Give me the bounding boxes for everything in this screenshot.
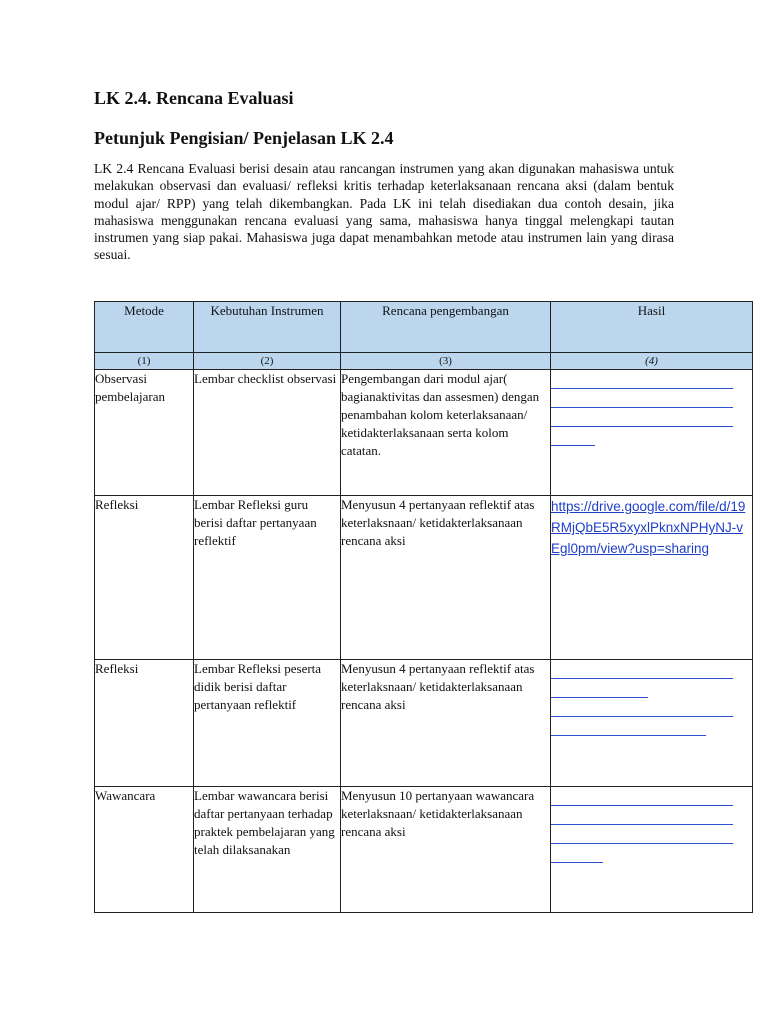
blank-link-line (551, 370, 733, 389)
header-kebutuhan-instrumen: Kebutuhan Instrumen (194, 302, 341, 353)
blank-link-line (551, 844, 603, 863)
blank-link-line (551, 825, 733, 844)
cell-rencana: Pengembangan dari modul ajar( bagianaktivitas dan assesmen) dengan penambahan kolom keterlaksanaan/ ketidakterlaksanaan serta kolom catatan. (341, 370, 551, 496)
cell-rencana: Menyusun 10 pertanyaan wawancara keterlaksnaan/ ketidakterlaksanaan rencana aksi (341, 787, 551, 913)
blank-link-line (551, 717, 706, 736)
cell-rencana: Menyusun 4 pertanyaan reflektif atas keterlaksnaan/ ketidakterlaksanaan rencana aksi (341, 660, 551, 787)
column-number: (4) (551, 353, 753, 370)
drive-link[interactable]: https://drive.google.com/file/d/19RMjQbE5R5xyxlPknxNPHyNJ-vEgl0pm/view?usp=sharing (551, 499, 746, 556)
header-rencana-pengembangan: Rencana pengembangan (341, 302, 551, 353)
column-number: (2) (194, 353, 341, 370)
blank-link-line (551, 679, 648, 698)
cell-hasil (551, 496, 753, 660)
cell-kebutuhan: Lembar wawancara berisi daftar pertanyaan terhadap praktek pembelajaran yang telah dilaksanakan (194, 787, 341, 913)
header-hasil: Hasil (551, 302, 753, 353)
cell-kebutuhan: Lembar checklist observasi (194, 370, 341, 496)
section-heading: Petunjuk Pengisian/ Penjelasan LK 2.4 (94, 128, 394, 148)
blank-link-line (551, 806, 733, 825)
header-metode: Metode (95, 302, 194, 353)
table-row (95, 370, 753, 496)
blank-link-line (551, 389, 733, 408)
table-header-row (95, 302, 753, 353)
cell-metode: Wawancara (95, 787, 194, 913)
cell-metode: Refleksi (95, 660, 194, 787)
table-row (95, 496, 753, 660)
table-number-row (95, 353, 753, 370)
evaluation-plan-table (94, 301, 753, 913)
cell-metode: Refleksi (95, 496, 194, 660)
cell-hasil-blank[interactable] (551, 370, 753, 496)
column-number: (3) (341, 353, 551, 370)
blank-link-line (551, 427, 595, 446)
blank-link-line (551, 408, 733, 427)
cell-hasil-blank[interactable] (551, 787, 753, 913)
cell-rencana: Menyusun 4 pertanyaan reflektif atas keterlaksnaan/ ketidakterlaksanaan rencana aksi (341, 496, 551, 660)
cell-kebutuhan: Lembar Refleksi peserta didik berisi daftar pertanyaan reflektif (194, 660, 341, 787)
column-number: (1) (95, 353, 194, 370)
blank-link-line (551, 698, 733, 717)
instructions-paragraph: LK 2.4 Rencana Evaluasi berisi desain atau rancangan instrumen yang akan digunakan mahasiswa untuk melakukan observasi dan evaluasi/ refleksi kritis terhadap keterlaksanaan rencana aksi (dalam bentuk modul ajar/ RPP) yang telah dikembangkan. Pada LK ini telah disediakan dua contoh desain, jika mahasiswa menggunakan rencana evaluasi yang sama, mahasiswa hanya tinggal melengkapi tautan instrumen yang siap pakai. Mahasiswa juga dapat menambahkan metode atau instrumen lain yang dirasa sesuai. (94, 161, 674, 263)
table-row (95, 787, 753, 913)
table-row (95, 660, 753, 787)
cell-hasil-blank[interactable] (551, 660, 753, 787)
cell-metode: Observasi pembelajaran (95, 370, 194, 496)
blank-link-line (551, 787, 733, 806)
blank-link-line (551, 660, 733, 679)
cell-kebutuhan: Lembar Refleksi guru berisi daftar pertanyaan reflektif (194, 496, 341, 660)
page-title: LK 2.4. Rencana Evaluasi (94, 88, 294, 108)
